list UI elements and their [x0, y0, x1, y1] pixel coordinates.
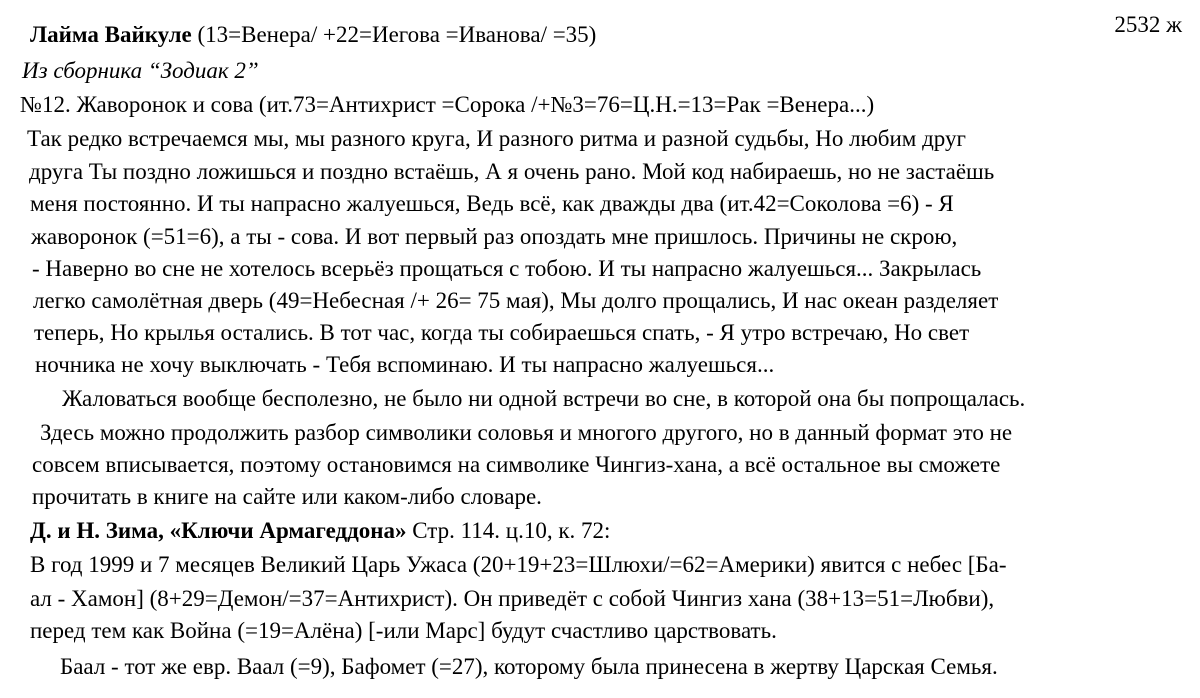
collection-subtitle: Из сборника “Зодиак 2”: [22, 58, 259, 83]
lyrics-line: ночника не хочу выключать - Тебя вспоминаю. И ты напрасно жалуешься...: [35, 352, 775, 377]
header-line: [30, 20, 596, 50]
commentary-line: Жаловаться вообще бесполезно, не было ни одной встречи во сне, в которой она бы попрощалась.: [62, 386, 1026, 411]
commentary-line: Здесь можно продолжить разбор символики соловья и многого другого, но в данный формат это не: [40, 420, 1013, 445]
author-numerology: (13=Венера/ +22=Иегова =Иванова/ =35): [191, 22, 597, 47]
commentary-line: прочитать в книге на сайте или каком-либо словаре.: [32, 484, 542, 509]
lyrics-line: теперь, Но крылья остались. В тот час, когда ты собираешься спать, - Я утро встречаю, Но свет: [34, 320, 970, 345]
final-paragraph: Баал - тот же евр. Ваал (=9), Бафомет (=27), которому была принесена в жертву Царская Семья.: [60, 654, 998, 679]
page-number: 2532 ж: [1114, 12, 1182, 37]
quote-line: перед тем как Война (=19=Алёна) [-или Марс] будут счастливо царствовать.: [30, 618, 777, 643]
song-title: №12. Жаворонок и сова (ит.73=Антихрист =Сорока /+№3=76=Ц.Н.=13=Рак =Венера...): [20, 92, 875, 117]
source-authors: Д. и Н. Зима, «Ключи Армагеддона»: [30, 518, 407, 543]
source-reference: Стр. 114. ц.10, к. 72:: [406, 518, 611, 543]
source-citation: [30, 516, 610, 546]
commentary-line: совсем вписывается, поэтому остановимся на символике Чингиз-хана, а всё остальное вы сможете: [32, 452, 1001, 477]
quote-line: ал - Хамон] (8+29=Демон/=37=Антихрист). Он приведёт с собой Чингиз хана (38+13=51=Любви),: [30, 586, 995, 611]
lyrics-line: - Наверно во сне не хотелось всерьёз прощаться с тобою. И ты напрасно жалуешься... Закрылась: [32, 256, 982, 281]
lyrics-line: жаворонок (=51=6), а ты - сова. И вот первый раз опоздать мне пришлось. Причины не скрою,: [31, 224, 958, 249]
lyrics-line: Так редко встречаемся мы, мы разного круга, И разного ритма и разной судьбы, Но любим друг: [27, 126, 966, 151]
author-name: Лайма Вайкуле: [30, 22, 192, 47]
lyrics-line: друга Ты поздно ложишься и поздно встаёшь, А я очень рано. Мой код набираешь, но не застаёшь: [29, 159, 995, 184]
lyrics-line: меня постоянно. И ты напрасно жалуешься, Ведь всё, как дважды два (ит.42=Соколова =6) - Я: [30, 191, 954, 216]
quote-line: В год 1999 и 7 месяцев Великий Царь Ужаса (20+19+23=Шлюхи/=62=Америки) явится с небес [Ба-: [30, 552, 1007, 577]
lyrics-line: легко самолётная дверь (49=Небесная /+ 26= 75 мая), Мы долго прощались, И нас океан разделяет: [33, 288, 999, 313]
